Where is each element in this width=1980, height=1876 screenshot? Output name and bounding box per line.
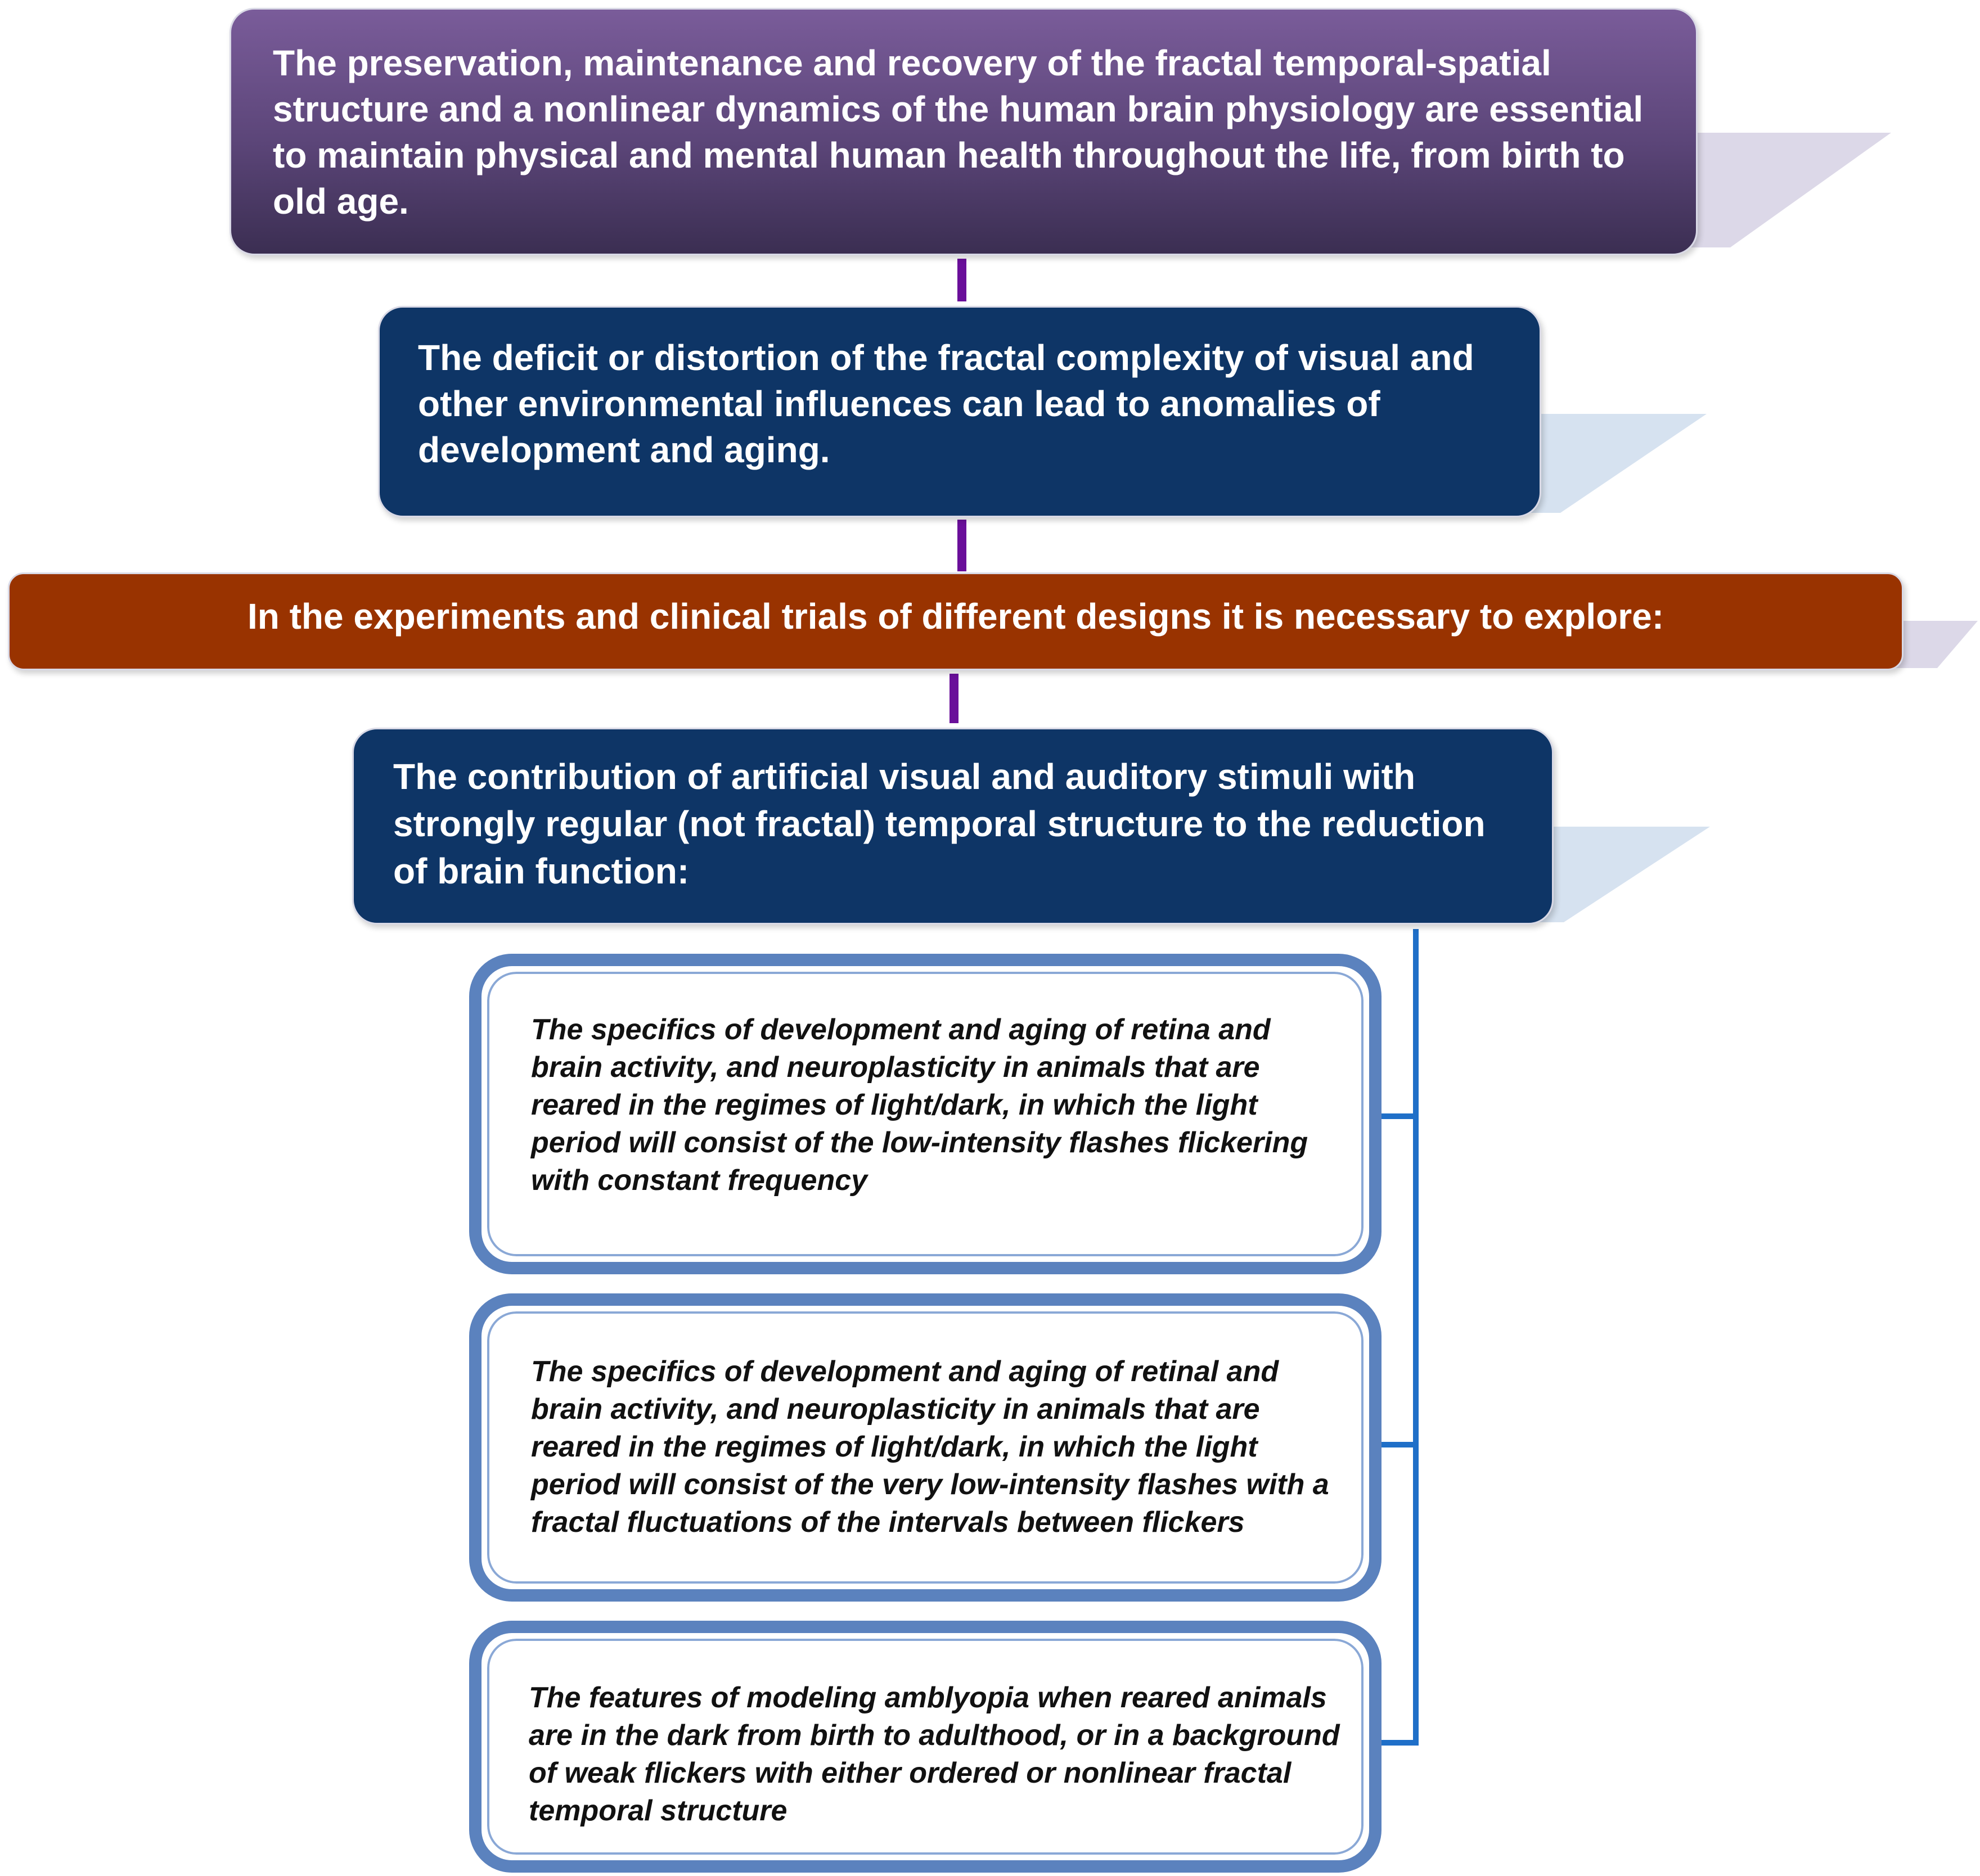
deficit-box — [378, 306, 1541, 517]
bracket-tick-2 — [1377, 1442, 1419, 1447]
explore-box — [8, 572, 1904, 670]
connector-explore-contribution — [950, 674, 958, 723]
bracket-vertical — [1413, 929, 1419, 1744]
top-statement-text: The preservation, maintenance and recovery of the fractal temporal-spatial structure and a nonlinear dynamics of the human brain physiology are essential to maintain physical and mental human health throughout the life, from birth to old age. — [273, 43, 1644, 222]
bullet-box-2 — [469, 1293, 1382, 1602]
bullet-box-3 — [469, 1621, 1382, 1873]
bullet-text-1: The specifics of development and aging of retina and brain activity, and neuroplasticity in animals that are reared in the regimes of light/dark, in which the light period will consist of the low-intensity flashes flickering with constant frequency — [531, 1013, 1308, 1197]
explore-box-shadow — [1896, 621, 1978, 668]
deficit-box-shadow — [1519, 414, 1707, 513]
explore-text: In the experiments and clinical trials of different designs it is necessary to explore: — [247, 596, 1664, 637]
bullet-text-3: The features of modeling amblyopia when reared animals are in the dark from birth to adulthood, or in a background of weak flickers with either ordered or nonlinear fractal temporal structure — [529, 1681, 1340, 1827]
bracket-tick-3 — [1377, 1740, 1419, 1746]
contribution-text: The contribution of artificial visual and auditory stimuli with strongly regular (not fractal) temporal structure to the reduction of brain function: — [393, 756, 1486, 891]
bullet-text-2: The specifics of development and aging of retinal and brain activity, and neuroplasticity in animals that are reared in the regimes of light/dark, in which the light period will consist of the very low-intensity flashes with a fractal fluctuations of the intervals between flickers — [531, 1355, 1329, 1539]
deficit-text: The deficit or distortion of the fractal complexity of visual and other environmental influences can lead to anomalies of development and aging. — [418, 337, 1474, 470]
connector-top-deficit — [957, 259, 966, 301]
top-statement-box — [230, 8, 1698, 255]
bracket-tick-1 — [1377, 1113, 1419, 1119]
bullet-box-1 — [469, 954, 1382, 1274]
contribution-box-shadow — [1530, 827, 1710, 922]
contribution-box — [352, 728, 1554, 925]
connector-deficit-explore — [957, 520, 966, 571]
top-box-shadow — [1682, 133, 1891, 247]
